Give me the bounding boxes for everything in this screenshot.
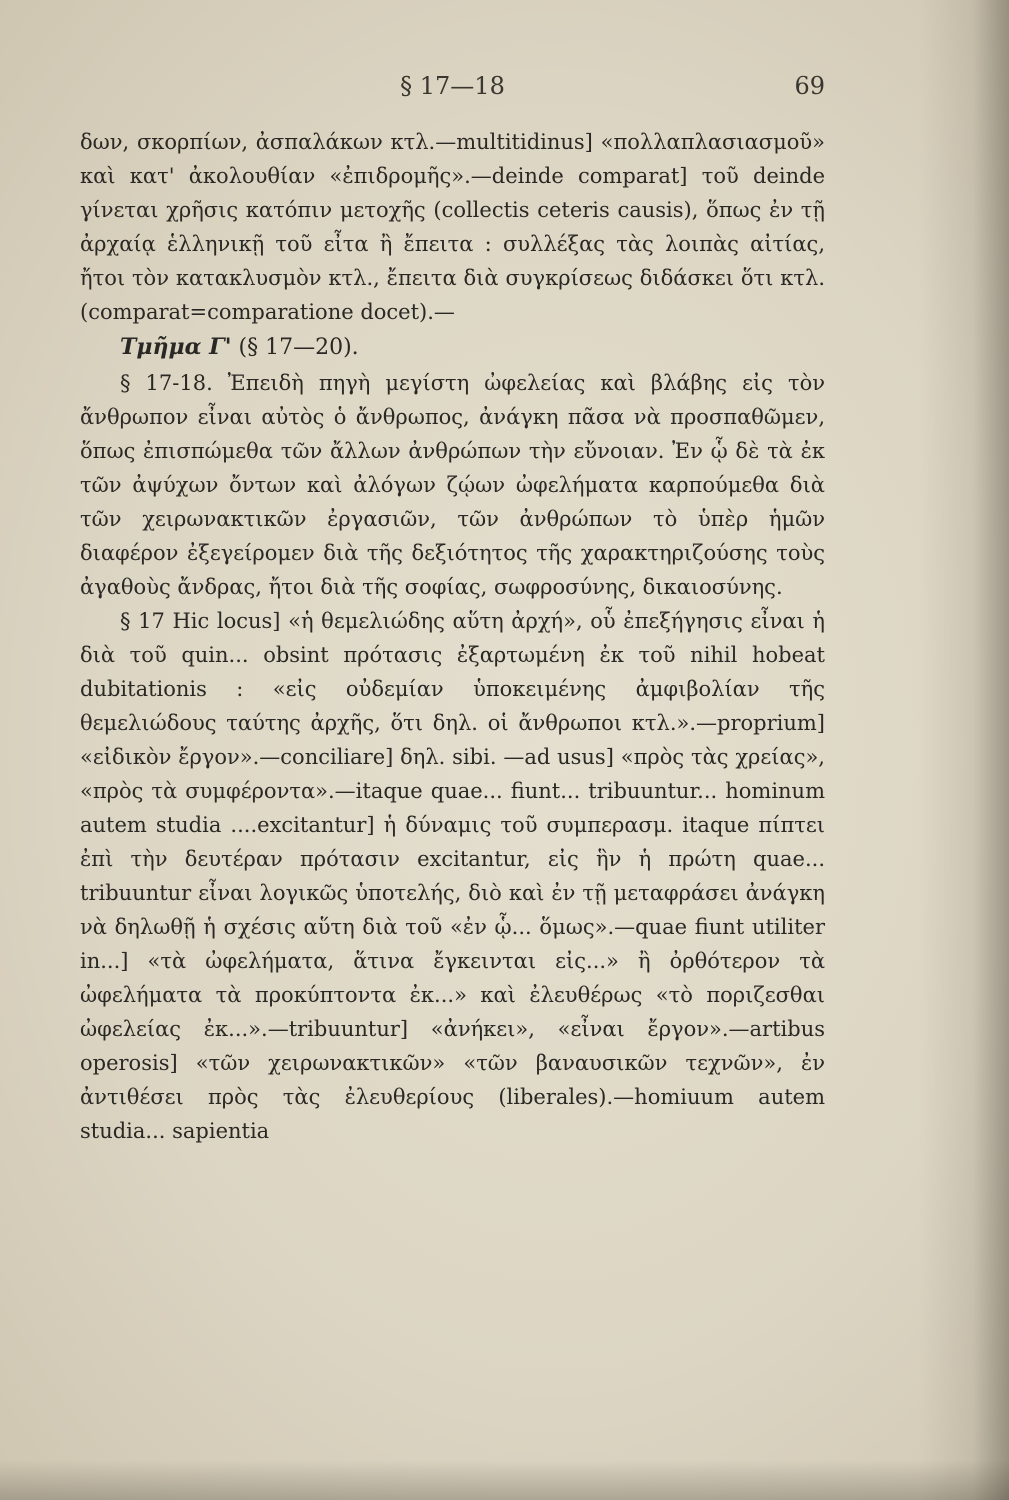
section-reference: § 17—18 [400,72,505,100]
paragraph-commentary: § 17 Hic locus] «ἡ θεμελιώδης αὕτη ἀρχή», οὗ ἐπεξήγησις εἶναι ἡ διὰ τοῦ quin... obsint πρότασις ἐξαρτωμένη ἐκ τοῦ nihil hobeat dubitationis : «εἰς οὐδεμίαν ὑποκειμένης ἀμφιβολίαν τῆς θεμελιώδους ταύτης ἀρχῆς, ὅτι δηλ. οἱ ἄνθρωποι κτλ.».—proprium] «εἰδικὸν ἔργον».—conciliare] δηλ. sibi. —ad usus] «πρὸς τὰς χρείας», «πρὸς τὰ συμφέροντα».—itaque quae... fiunt... tribuuntur... hominum autem studia ....excitantur] ἡ δύναμις τοῦ συμπερασμ. itaque πίπτει ἐπὶ τὴν δευτέραν πρότασιν excitantur, εἰς ἣν ἡ πρώτη quae... tribuuntur εἶναι λογικῶς ὑποτελής, διὸ καὶ ἐν τῇ μεταφράσει ἀνάγκη νὰ δηλωθῇ ἡ σχέσις αὕτη διὰ τοῦ «ἐν ᾧ... ὅμως».—quae fiunt utiliter in...] «τὰ ὠφελήματα, ἅτινα ἔγκεινται εἰς...» ἢ ὀρθότερον τὰ ὠφελήματα τὰ προκύπτοντα ἐκ...» καὶ ἐλευθέρως «τὸ ποριζεσθαι ὠφελείας ἐκ...».—tribuuntur] «ἀνήκει», «εἶναι ἔργον».—artibus operosis] «τῶν χειρωνακτικῶν» «τῶν βαναυσικῶν τεχνῶν», ἐν ἀντιθέσει πρὸς τὰς ἐλευθερίους (liberales).—homiuum autem studia... sapientia [80,609,825,1143]
section-heading [80,329,825,366]
body-text [80,125,825,1148]
paragraph-continuation: δων, σκορπίων, ἀσπαλάκων κτλ.—multitidinus] «πολλαπλασιασμοῦ» καὶ κατ' ἀκολουθίαν «ἐπιδρομῆς».—deinde comparat] τοῦ deinde γίνεται χρῆσις κατόπιν μετοχῆς (collectis ceteris causis), ὅπως ἐν τῇ ἀρχαίᾳ ἑλληνικῇ τοῦ εἶτα ἢ ἔπειτα : συλλέξας τὰς λοιπὰς αἰτίας, ἤτοι τὸν κατακλυσμὸν κτλ., ἔπειτα διὰ συγκρίσεως διδάσκει ὅτι κτλ. (comparat=comparatione docet).— [80,130,825,324]
paragraph-summary: § 17-18. Ἐπειδὴ πηγὴ μεγίστη ὠφελείας καὶ βλάβης εἰς τὸν ἄνθρωπον εἶναι αὐτὸς ὁ ἄνθρωπος, ἀνάγκη πᾶσα νὰ προσπαθῶμεν, ὅπως ἐπισπώμεθα τῶν ἄλλων ἀνθρώπων τὴν εὔνοιαν. Ἐν ᾧ δὲ τὰ ἐκ τῶν ἀψύχων ὄντων καὶ ἀλόγων ζῴων ὠφελήματα καρπούμεθα διὰ τῶν χειρωνακτικῶν ἐργασιῶν, τῶν ἀνθρώπων τὸ ὑπὲρ ἡμῶν διαφέρον ἐξεγείρομεν διὰ τῆς δεξιότητος τῆς χαρακτηριζούσης τοὺς ἀγαθοὺς ἄνδρας, ἤτοι διὰ τῆς σοφίας, σωφροσύνης, δικαιοσύνης. [80,371,825,599]
page-number: 69 [794,72,825,100]
section-heading-range: (§ 17—20). [238,335,359,360]
page-bottom-edge [0,1460,1009,1500]
running-header [80,72,825,108]
page-edge-shadow [919,0,1009,1500]
section-heading-title: Τμῆμα Γ' [120,334,232,360]
